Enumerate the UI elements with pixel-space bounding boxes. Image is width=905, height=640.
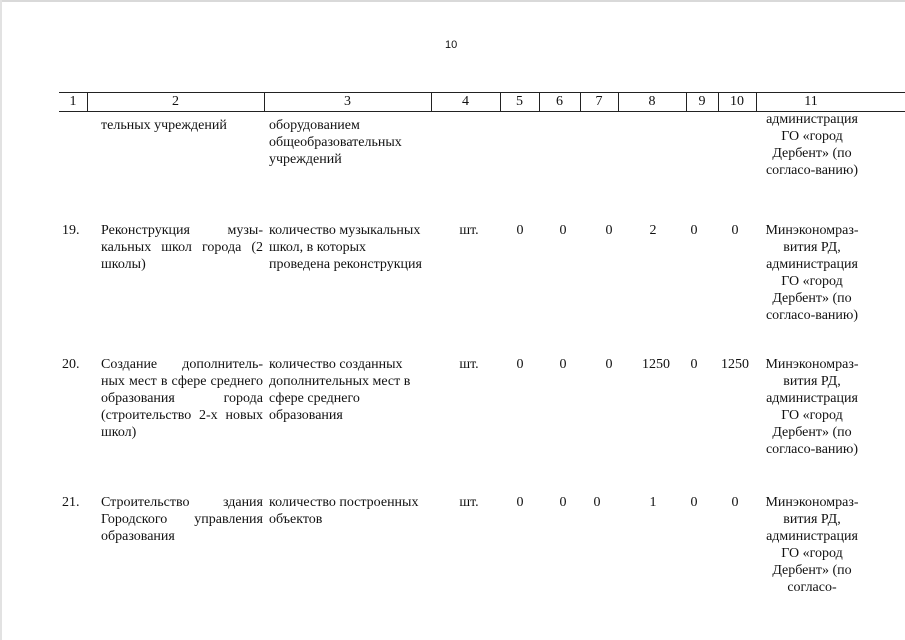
header-col-4: 4 [462, 94, 469, 109]
value-col-8: 1 [649, 495, 657, 510]
value-col-9: 0 [690, 357, 698, 372]
header-col-1: 1 [69, 94, 77, 109]
row-number: 19. [62, 223, 80, 238]
value-col-7: 0 [593, 495, 601, 510]
indicator-cell: количество музыкальных школ, в которых проведена реконструкция [269, 223, 422, 272]
row-number: 21. [62, 495, 80, 510]
event-cell: Реконструкция музы-кальных школ города (2 школы) [101, 223, 263, 272]
responsible-cell: администрация ГО «город Дербент» (по согласо-ванию) [765, 112, 859, 178]
header-col-9: 9 [698, 94, 706, 109]
table-header-row [59, 92, 905, 112]
value-col-6: 0 [559, 223, 567, 238]
responsible-cell: Минэкономраз-вития РД, администрация ГО «город Дербент» (по согласо-ванию) [765, 223, 859, 323]
value-col-8: 2 [649, 223, 657, 238]
event-cell: тельных учреждений [101, 118, 227, 133]
header-col-11: 11 [804, 94, 818, 109]
value-col-7: 0 [605, 357, 613, 372]
event-cell: Строительство здания Городского управления образования [101, 495, 263, 544]
header-col-2: 2 [172, 94, 179, 109]
indicator-cell: количество построенных объектов [269, 495, 419, 527]
value-col-5: 0 [516, 495, 524, 510]
indicator-cell: количество созданных дополнительных мест в сфере среднего образования [269, 357, 411, 423]
unit-cell: шт. [459, 223, 479, 238]
header-col-5: 5 [516, 94, 523, 109]
header-col-3: 3 [344, 94, 351, 109]
unit-cell: шт. [459, 357, 479, 372]
value-col-9: 0 [690, 223, 698, 238]
responsible-cell: Минэкономраз-вития РД, администрация ГО «город Дербент» (по согласо-ванию) [765, 357, 859, 457]
header-col-7: 7 [595, 94, 603, 109]
event-cell: Создание дополнитель-ных мест в сфере среднего образования города (строительство 2-х новых школ) [101, 357, 263, 440]
unit-cell: шт. [459, 495, 479, 510]
page-number: 10 [445, 39, 458, 51]
value-col-7: 0 [605, 223, 613, 238]
header-col-6: 6 [556, 94, 563, 109]
value-col-9: 0 [690, 495, 698, 510]
value-col-10: 1250 [721, 357, 749, 372]
header-col-10: 10 [730, 94, 744, 109]
value-col-6: 0 [559, 495, 567, 510]
value-col-10: 0 [731, 495, 739, 510]
row-number: 20. [62, 357, 80, 372]
scan-edge [0, 0, 2, 640]
indicator-cell: оборудованием общеобразовательных учреждений [269, 118, 402, 167]
value-col-10: 0 [731, 223, 739, 238]
scan-edge [0, 0, 905, 2]
value-col-5: 0 [516, 223, 524, 238]
value-col-5: 0 [516, 357, 524, 372]
value-col-8: 1250 [642, 357, 670, 372]
responsible-cell: Минэкономраз-вития РД, администрация ГО «город Дербент» (по согласо- [765, 495, 859, 595]
value-col-6: 0 [559, 357, 567, 372]
header-col-8: 8 [648, 94, 656, 109]
